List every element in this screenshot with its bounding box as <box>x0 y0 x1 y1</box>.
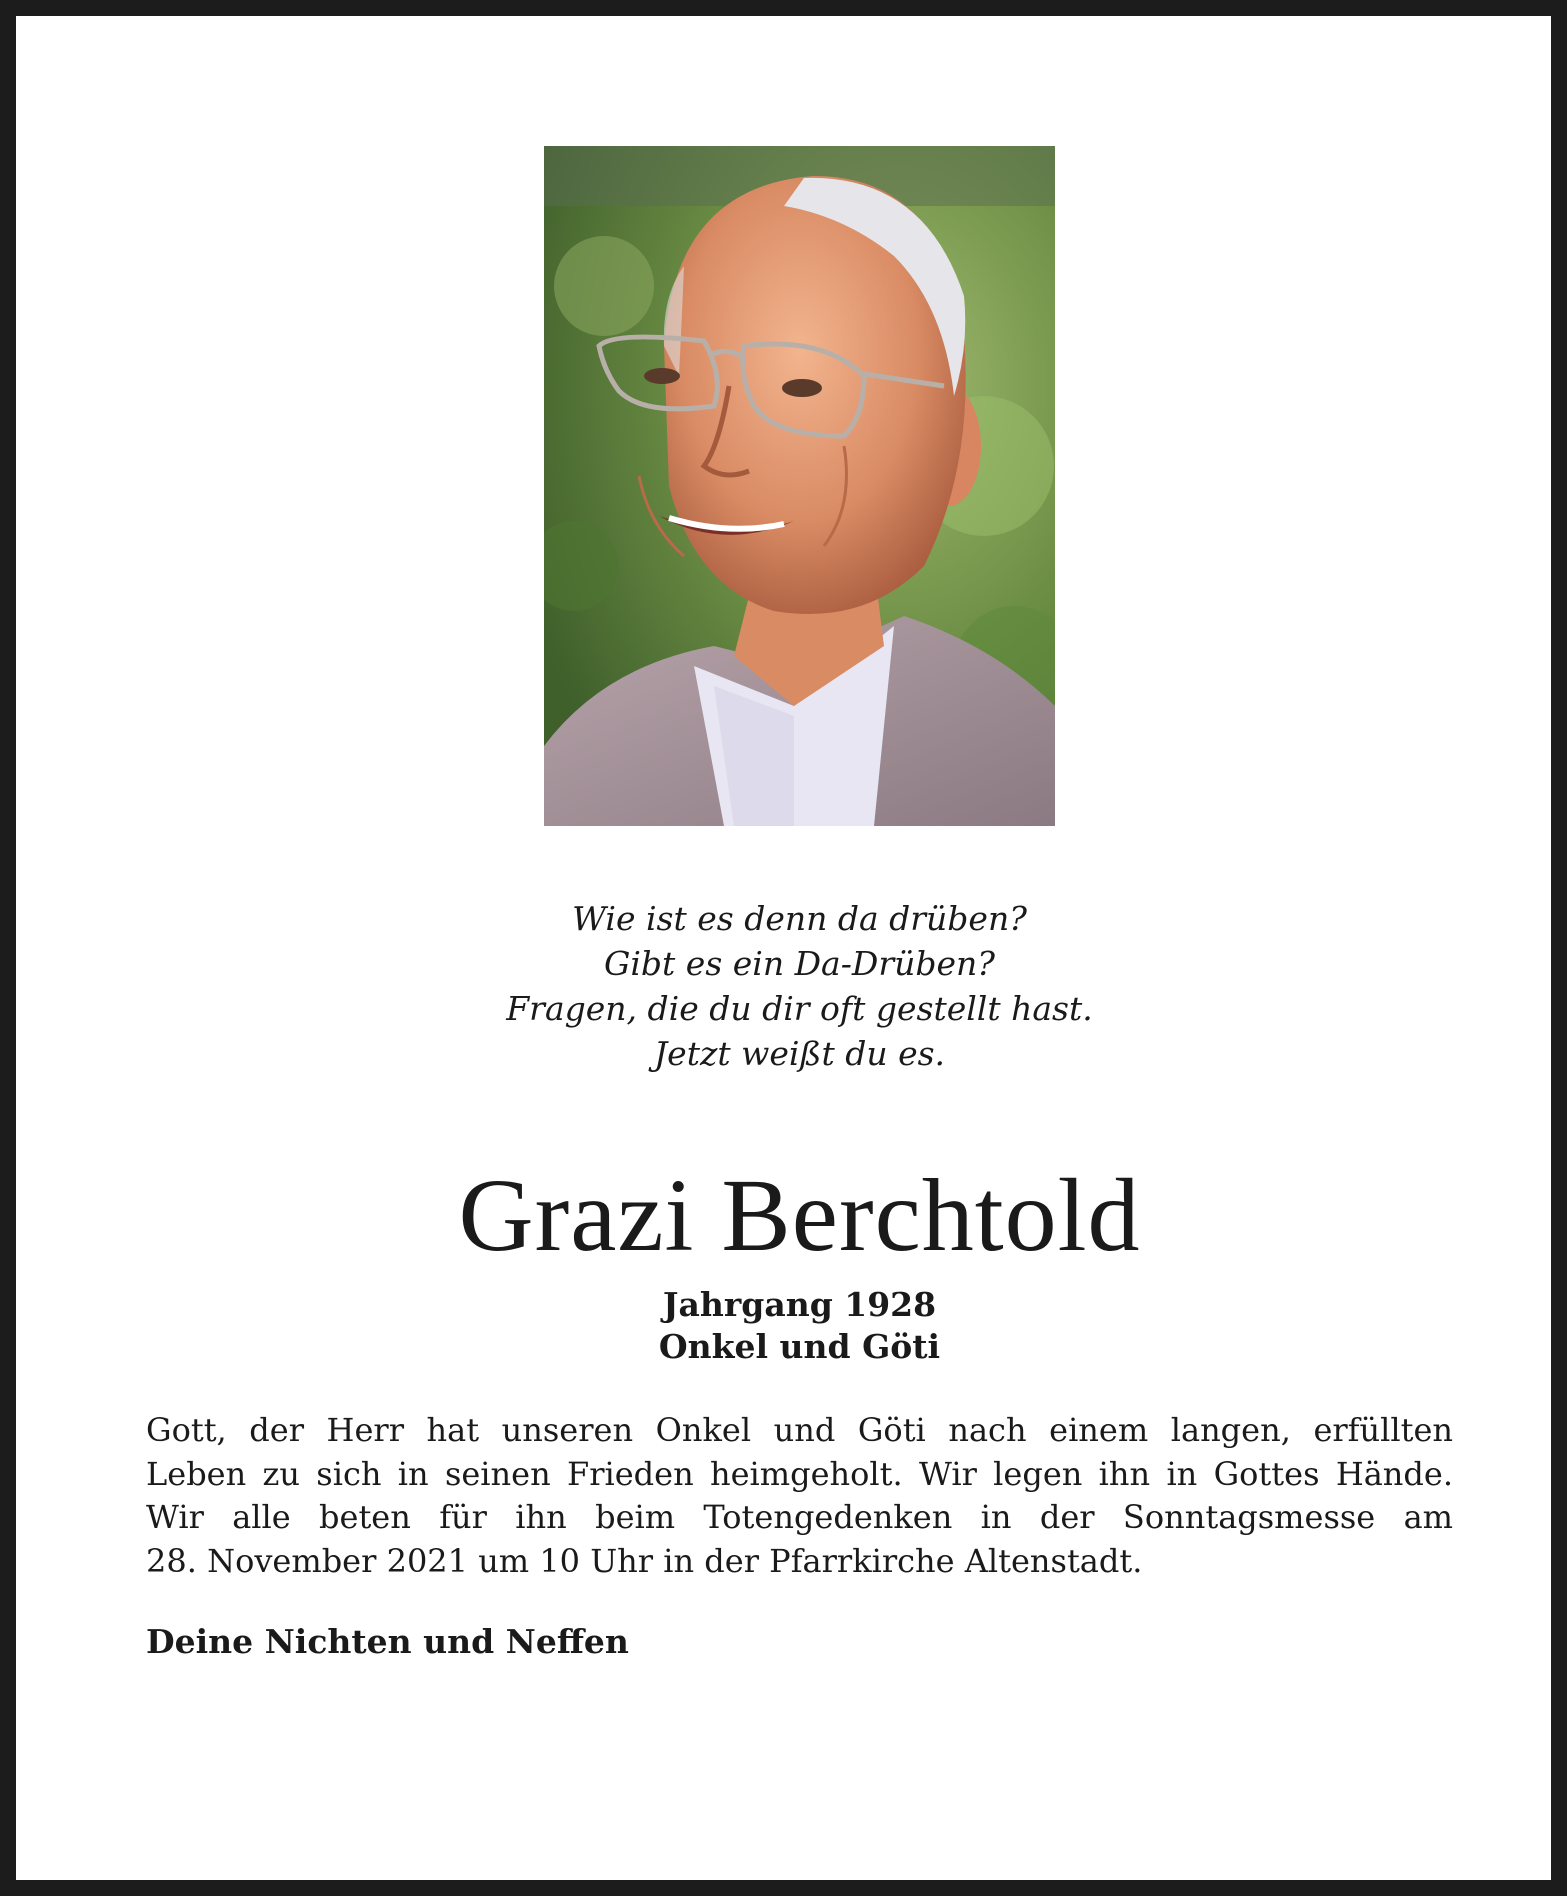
poem <box>316 896 1283 1076</box>
deceased-details <box>416 1284 1183 1368</box>
signature: Deine Nichten und Neffen <box>146 1622 629 1661</box>
birth-year: Jahrgang 1928 <box>662 1285 937 1324</box>
poem-line: Jetzt weißt du es. <box>653 1034 946 1073</box>
poem-line: Wie ist es denn da drüben? <box>572 899 1027 938</box>
message-line: Leben zu sich in seinen Frieden heimgeholt. Wir legen ihn in Gottes Hände. <box>146 1454 1453 1493</box>
poem-line: Fragen, die du dir oft gestellt hast. <box>506 989 1093 1028</box>
message-line: 28. November 2021 um 10 Uhr in der Pfarrkirche Altenstadt. <box>146 1541 1143 1580</box>
poem-line: Gibt es ein Da-Drüben? <box>604 944 995 983</box>
relation: Onkel und Göti <box>658 1327 941 1366</box>
obituary-message <box>146 1409 1453 1583</box>
portrait-illustration <box>544 146 1055 826</box>
portrait-photo <box>544 146 1055 826</box>
message-line: Gott, der Herr hat unseren Onkel und Göti nach einem langen, erfüllten <box>146 1411 1453 1449</box>
message-line: Wir alle beten für ihn beim Totengedenken in der Sonntagsmesse am <box>146 1498 1453 1536</box>
deceased-name: Grazi Berchtold <box>458 1158 1141 1273</box>
